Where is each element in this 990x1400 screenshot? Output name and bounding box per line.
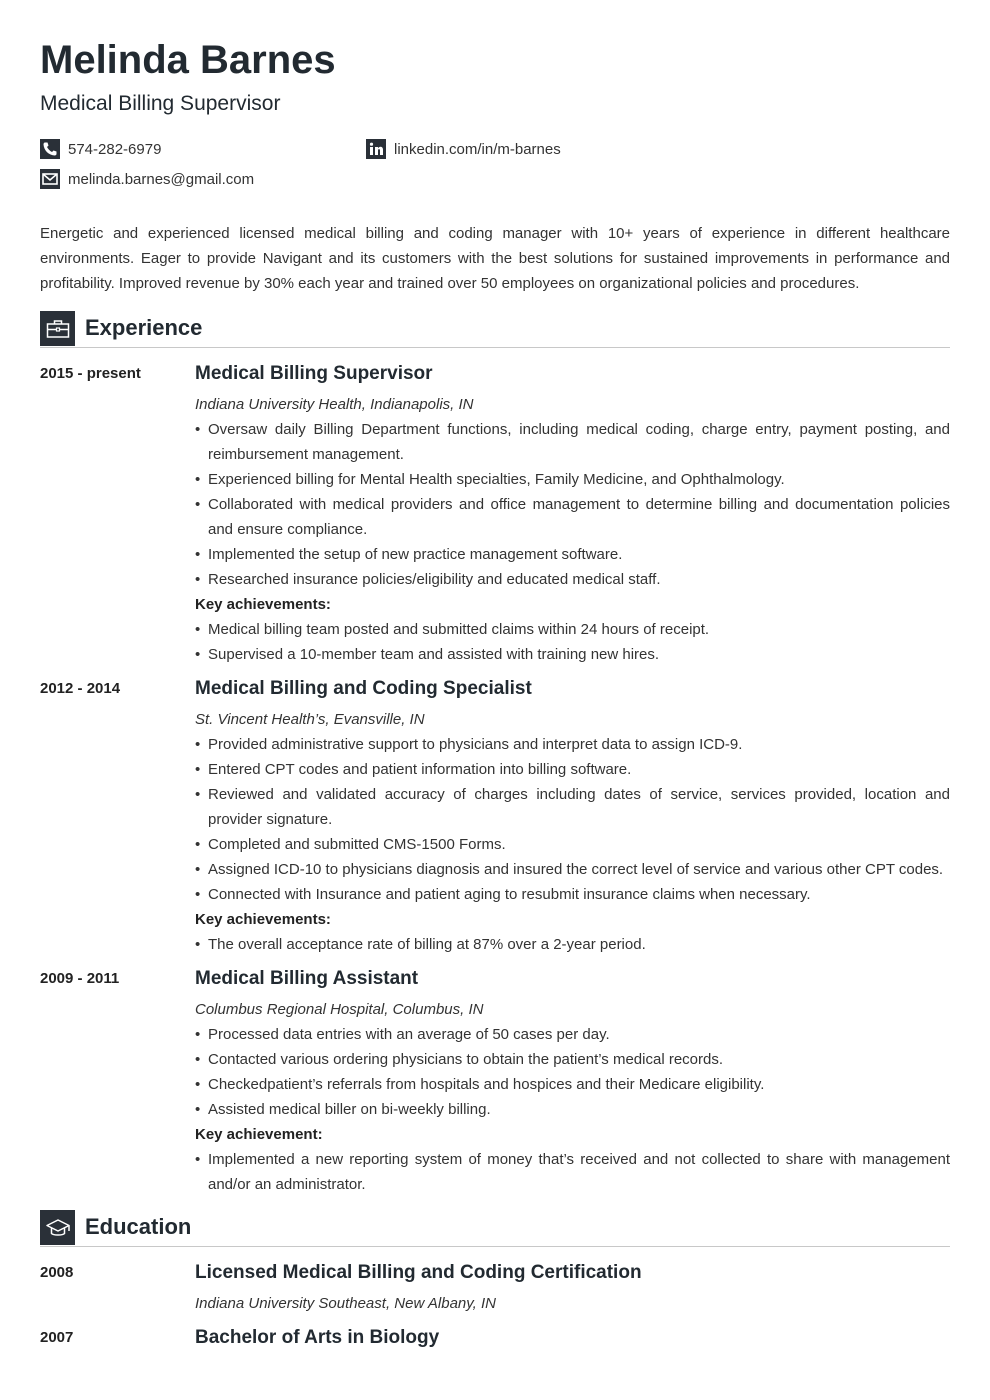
job-title: Medical Billing Assistant xyxy=(195,968,419,989)
job-company: Indiana University Health, Indianapolis, IN xyxy=(195,396,474,413)
contact-phone xyxy=(40,139,161,159)
achievements-list xyxy=(195,932,950,957)
job-dates: 2015 - present xyxy=(40,365,141,382)
contact-email xyxy=(40,169,254,189)
job-title: Medical Billing Supervisor xyxy=(195,363,433,384)
job-dates: 2012 - 2014 xyxy=(40,680,121,697)
list-item: • Collaborated with medical providers and office management to determine billing and documentation policies and ensure compliance. xyxy=(195,492,950,542)
linkedin-text[interactable]: linkedin.com/in/m-barnes xyxy=(394,140,561,158)
list-item: • Completed and submitted CMS-1500 Forms. xyxy=(195,832,950,857)
achievements-list xyxy=(195,1147,950,1197)
list-item: • Medical billing team posted and submitted claims within 24 hours of receipt. xyxy=(195,617,950,642)
contact-linkedin xyxy=(366,139,561,159)
job-entry xyxy=(195,678,950,957)
list-item: • Processed data entries with an average of 50 cases per day. xyxy=(195,1022,950,1047)
key-achievements-label: Key achievements: xyxy=(195,596,331,613)
job-duties-list xyxy=(195,732,950,907)
experience-section-header xyxy=(40,311,950,348)
experience-heading: Experience xyxy=(85,315,203,340)
job-entry xyxy=(195,968,950,1197)
graduation-cap-icon xyxy=(40,1210,75,1245)
list-item: • Provided administrative support to physicians and interpret data to assign ICD-9. xyxy=(195,732,950,757)
education-entry xyxy=(195,1262,950,1316)
list-item: • Entered CPT codes and patient information into billing software. xyxy=(195,757,950,782)
job-entry xyxy=(195,363,950,667)
linkedin-icon xyxy=(366,139,386,159)
phone-text[interactable]: 574-282-6979 xyxy=(68,140,162,158)
list-item: • Oversaw daily Billing Department functions, including medical coding, charge entry, payment posting, and reimbursement management. xyxy=(195,417,950,467)
list-item: • Experienced billing for Mental Health specialties, Family Medicine, and Ophthalmology. xyxy=(195,467,950,492)
candidate-name: Melinda Barnes xyxy=(40,38,336,82)
list-item: • Connected with Insurance and patient aging to resubmit insurance claims when necessary. xyxy=(195,882,950,907)
phone-icon xyxy=(40,139,60,159)
school-name: Indiana University Southeast, New Albany, IN xyxy=(195,1295,496,1312)
list-item: • Checkedpatient’s referrals from hospitals and hospices and their Medicare eligibility. xyxy=(195,1072,950,1097)
list-item: • Assigned ICD-10 to physicians diagnosis and insured the correct level of service and various other CPT codes. xyxy=(195,857,950,882)
list-item: • Contacted various ordering physicians to obtain the patient’s medical records. xyxy=(195,1047,950,1072)
degree-title: Licensed Medical Billing and Coding Certification xyxy=(195,1262,642,1283)
key-achievements-label: Key achievements: xyxy=(195,911,331,928)
list-item: • Implemented a new reporting system of money that’s received and not collected to share with management and/or an administrator. xyxy=(195,1147,950,1197)
degree-title: Bachelor of Arts in Biology xyxy=(195,1327,440,1348)
key-achievements-label: Key achievement: xyxy=(195,1126,323,1143)
education-year: 2007 xyxy=(40,1329,74,1346)
list-item: • The overall acceptance rate of billing at 87% over a 2-year period. xyxy=(195,932,950,957)
list-item: • Supervised a 10-member team and assisted with training new hires. xyxy=(195,642,950,667)
education-entry xyxy=(195,1327,950,1356)
list-item: • Assisted medical biller on bi-weekly billing. xyxy=(195,1097,950,1122)
job-company: St. Vincent Health’s, Evansville, IN xyxy=(195,711,425,728)
job-dates: 2009 - 2011 xyxy=(40,970,120,987)
job-duties-list xyxy=(195,1022,950,1122)
candidate-role: Medical Billing Supervisor xyxy=(40,92,281,115)
briefcase-icon xyxy=(40,311,75,346)
job-company: Columbus Regional Hospital, Columbus, IN xyxy=(195,1001,484,1018)
list-item: • Reviewed and validated accuracy of charges including dates of service, services provided, location and provider signature. xyxy=(195,782,950,832)
education-year: 2008 xyxy=(40,1264,74,1281)
summary-paragraph: Energetic and experienced licensed medical billing and coding manager with 10+ years of experience in different healthcare environments. Eager to provide Navigant and its customers with the best solutions for sustained improvements in performance and profitability. Improved revenue by 30% each year and trained over 50 employees on organizational policies and procedures. xyxy=(40,225,950,292)
list-item: • Implemented the setup of new practice management software. xyxy=(195,542,950,567)
achievements-list xyxy=(195,617,950,667)
list-item: • Researched insurance policies/eligibility and educated medical staff. xyxy=(195,567,950,592)
job-duties-list xyxy=(195,417,950,592)
email-text[interactable]: melinda.barnes@gmail.com xyxy=(68,170,255,188)
email-icon xyxy=(40,169,60,189)
job-title: Medical Billing and Coding Specialist xyxy=(195,678,532,699)
education-section-header xyxy=(40,1210,950,1247)
education-heading: Education xyxy=(85,1214,192,1239)
